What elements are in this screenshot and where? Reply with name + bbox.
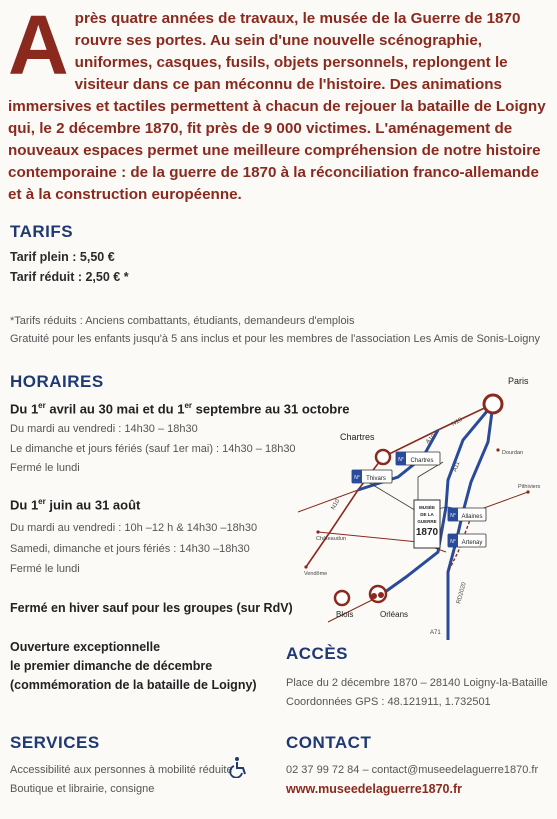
horaires-heading: HORAIRES — [10, 372, 104, 391]
label-n10-south: N10 — [330, 498, 342, 511]
label-dourdan: Dourdan — [502, 450, 524, 456]
city-blois-marker — [335, 591, 349, 605]
label-a10: A10 — [425, 433, 437, 446]
town-chateaudun-dot — [316, 530, 319, 533]
museum-label-1: MUSÉE — [418, 505, 436, 510]
tarif-note-gratuite: Gratuité pour les enfants jusqu'à 5 ans inclus et pour les membres de l'association Les Amis de Sonis-Loigny — [10, 333, 541, 345]
period1-line1: Du mardi au vendredi : 14h30 – 18h30 — [10, 423, 198, 435]
period1-title: Du 1er avril au 30 mai et du 1er septembre au 31 octobre — [10, 401, 350, 417]
svg-text:Allaines: Allaines — [461, 514, 483, 520]
city-paris-marker — [484, 395, 502, 413]
access-map — [288, 372, 552, 642]
services-heading: SERVICES — [10, 733, 100, 752]
period1-line3: Fermé le lundi — [10, 462, 80, 474]
label-chateaudun: Châteaudun — [316, 536, 346, 542]
exceptional-opening-2: le premier dimanche de décembre — [10, 659, 213, 673]
contact-website-link[interactable]: www.museedelaguerre1870.fr — [286, 782, 463, 796]
road-a71 — [448, 404, 493, 640]
exceptional-opening-1: Ouverture exceptionnelle — [10, 640, 161, 654]
contact-heading: CONTACT — [286, 733, 372, 752]
road-west — [298, 490, 358, 512]
label-blois: Blois — [336, 610, 354, 619]
label-n10-north: N10 — [451, 417, 464, 428]
city-orleans-dot — [378, 592, 384, 598]
exit-artenay — [448, 534, 486, 547]
svg-text:N°: N° — [398, 457, 404, 463]
town-vendome-dot — [304, 565, 307, 568]
exit-allaines — [448, 508, 486, 521]
acces-address: Place du 2 décembre 1870 – 28140 Loigny-la-Bataille — [286, 677, 548, 689]
museum-label-4: 1870 — [415, 527, 439, 538]
label-a71: A71 — [430, 630, 441, 636]
period1-line2: Le dimanche et jours fériés (sauf 1er mai) : 14h30 – 18h30 — [10, 443, 296, 455]
svg-text:Chartres: Chartres — [410, 458, 434, 464]
wheelchair-icon — [228, 756, 250, 778]
intro-text: près quatre années de travaux, le musée de la Guerre de 1870 rouvre ses portes. Au sein d'une nouvelle scénographie, uniformes, casques, fusils, objets personnels, replongent le visiteur dans ce pan méconnu de l'histoire. Des animations immersives et tactiles permettent à chacun de rejouer la bataille de Loigny qui, le 2 décembre 1870, fit près de 9 000 victimes. L'aménagement de nouveaux espaces permet une meilleure compréhension de notre histoire contemporaine : de la guerre de 1870 à la réconciliation franco-allemande et à la construction européenne. — [8, 10, 546, 203]
services-accessibility: Accessibilité aux personnes à mobilité réduite — [10, 764, 233, 776]
tarif-note-reduits: *Tarifs réduits : Anciens combattants, étudiants, demandeurs d'emplois — [10, 315, 355, 327]
town-dourdan-dot — [496, 448, 499, 451]
period2-line2: Samedi, dimanche et jours fériés : 14h30 –18h30 — [10, 543, 250, 555]
tarif-plein: Tarif plein : 5,50 € — [10, 250, 115, 264]
label-orleans: Orléans — [380, 610, 409, 619]
exit-thivars — [352, 470, 392, 483]
winter-closure: Fermé en hiver sauf pour les groupes (sur RdV) — [10, 601, 293, 615]
svg-text:N°: N° — [354, 475, 360, 481]
tarifs-heading: TARIFS — [10, 222, 74, 241]
services-shop: Boutique et librairie, consigne — [10, 783, 155, 795]
svg-text:N°: N° — [450, 539, 456, 545]
period2-title: Du 1er juin au 31 août — [10, 497, 141, 513]
intro-paragraph — [8, 0, 548, 206]
city-orleans-dot-2 — [371, 593, 377, 599]
label-rd2020: RD2020 — [456, 581, 468, 605]
city-chartres-marker — [376, 450, 390, 464]
svg-text:Thivars: Thivars — [366, 476, 386, 482]
museum-label-2: DE LA — [420, 512, 434, 517]
museum-label-3: GUERRE — [417, 519, 437, 524]
period2-line1: Du mardi au vendredi : 10h –12 h & 14h30 –18h30 — [10, 522, 258, 534]
acces-heading: ACCÈS — [286, 644, 349, 663]
label-pithiviers: Pithiviers — [518, 484, 541, 490]
label-paris: Paris — [508, 376, 529, 386]
tarif-reduit: Tarif réduit : 2,50 € * — [10, 270, 129, 284]
exceptional-opening-3: (commémoration de la bataille de Loigny) — [10, 678, 257, 692]
town-pithiviers-dot — [526, 490, 529, 493]
acces-gps: Coordonnées GPS : 48.121911, 1.732501 — [286, 696, 491, 708]
label-a11: A11 — [452, 461, 462, 473]
label-vendome: Vendôme — [304, 571, 328, 577]
svg-text:N°: N° — [450, 513, 456, 519]
svg-text:Artenay: Artenay — [461, 540, 483, 546]
period2-line3: Fermé le lundi — [10, 563, 80, 575]
exit-chartres — [396, 452, 440, 465]
drop-cap: A — [8, 0, 69, 92]
contact-phone-email[interactable]: 02 37 99 72 84 – contact@museedelaguerre1870.fr — [286, 764, 539, 776]
label-chartres: Chartres — [340, 432, 375, 442]
